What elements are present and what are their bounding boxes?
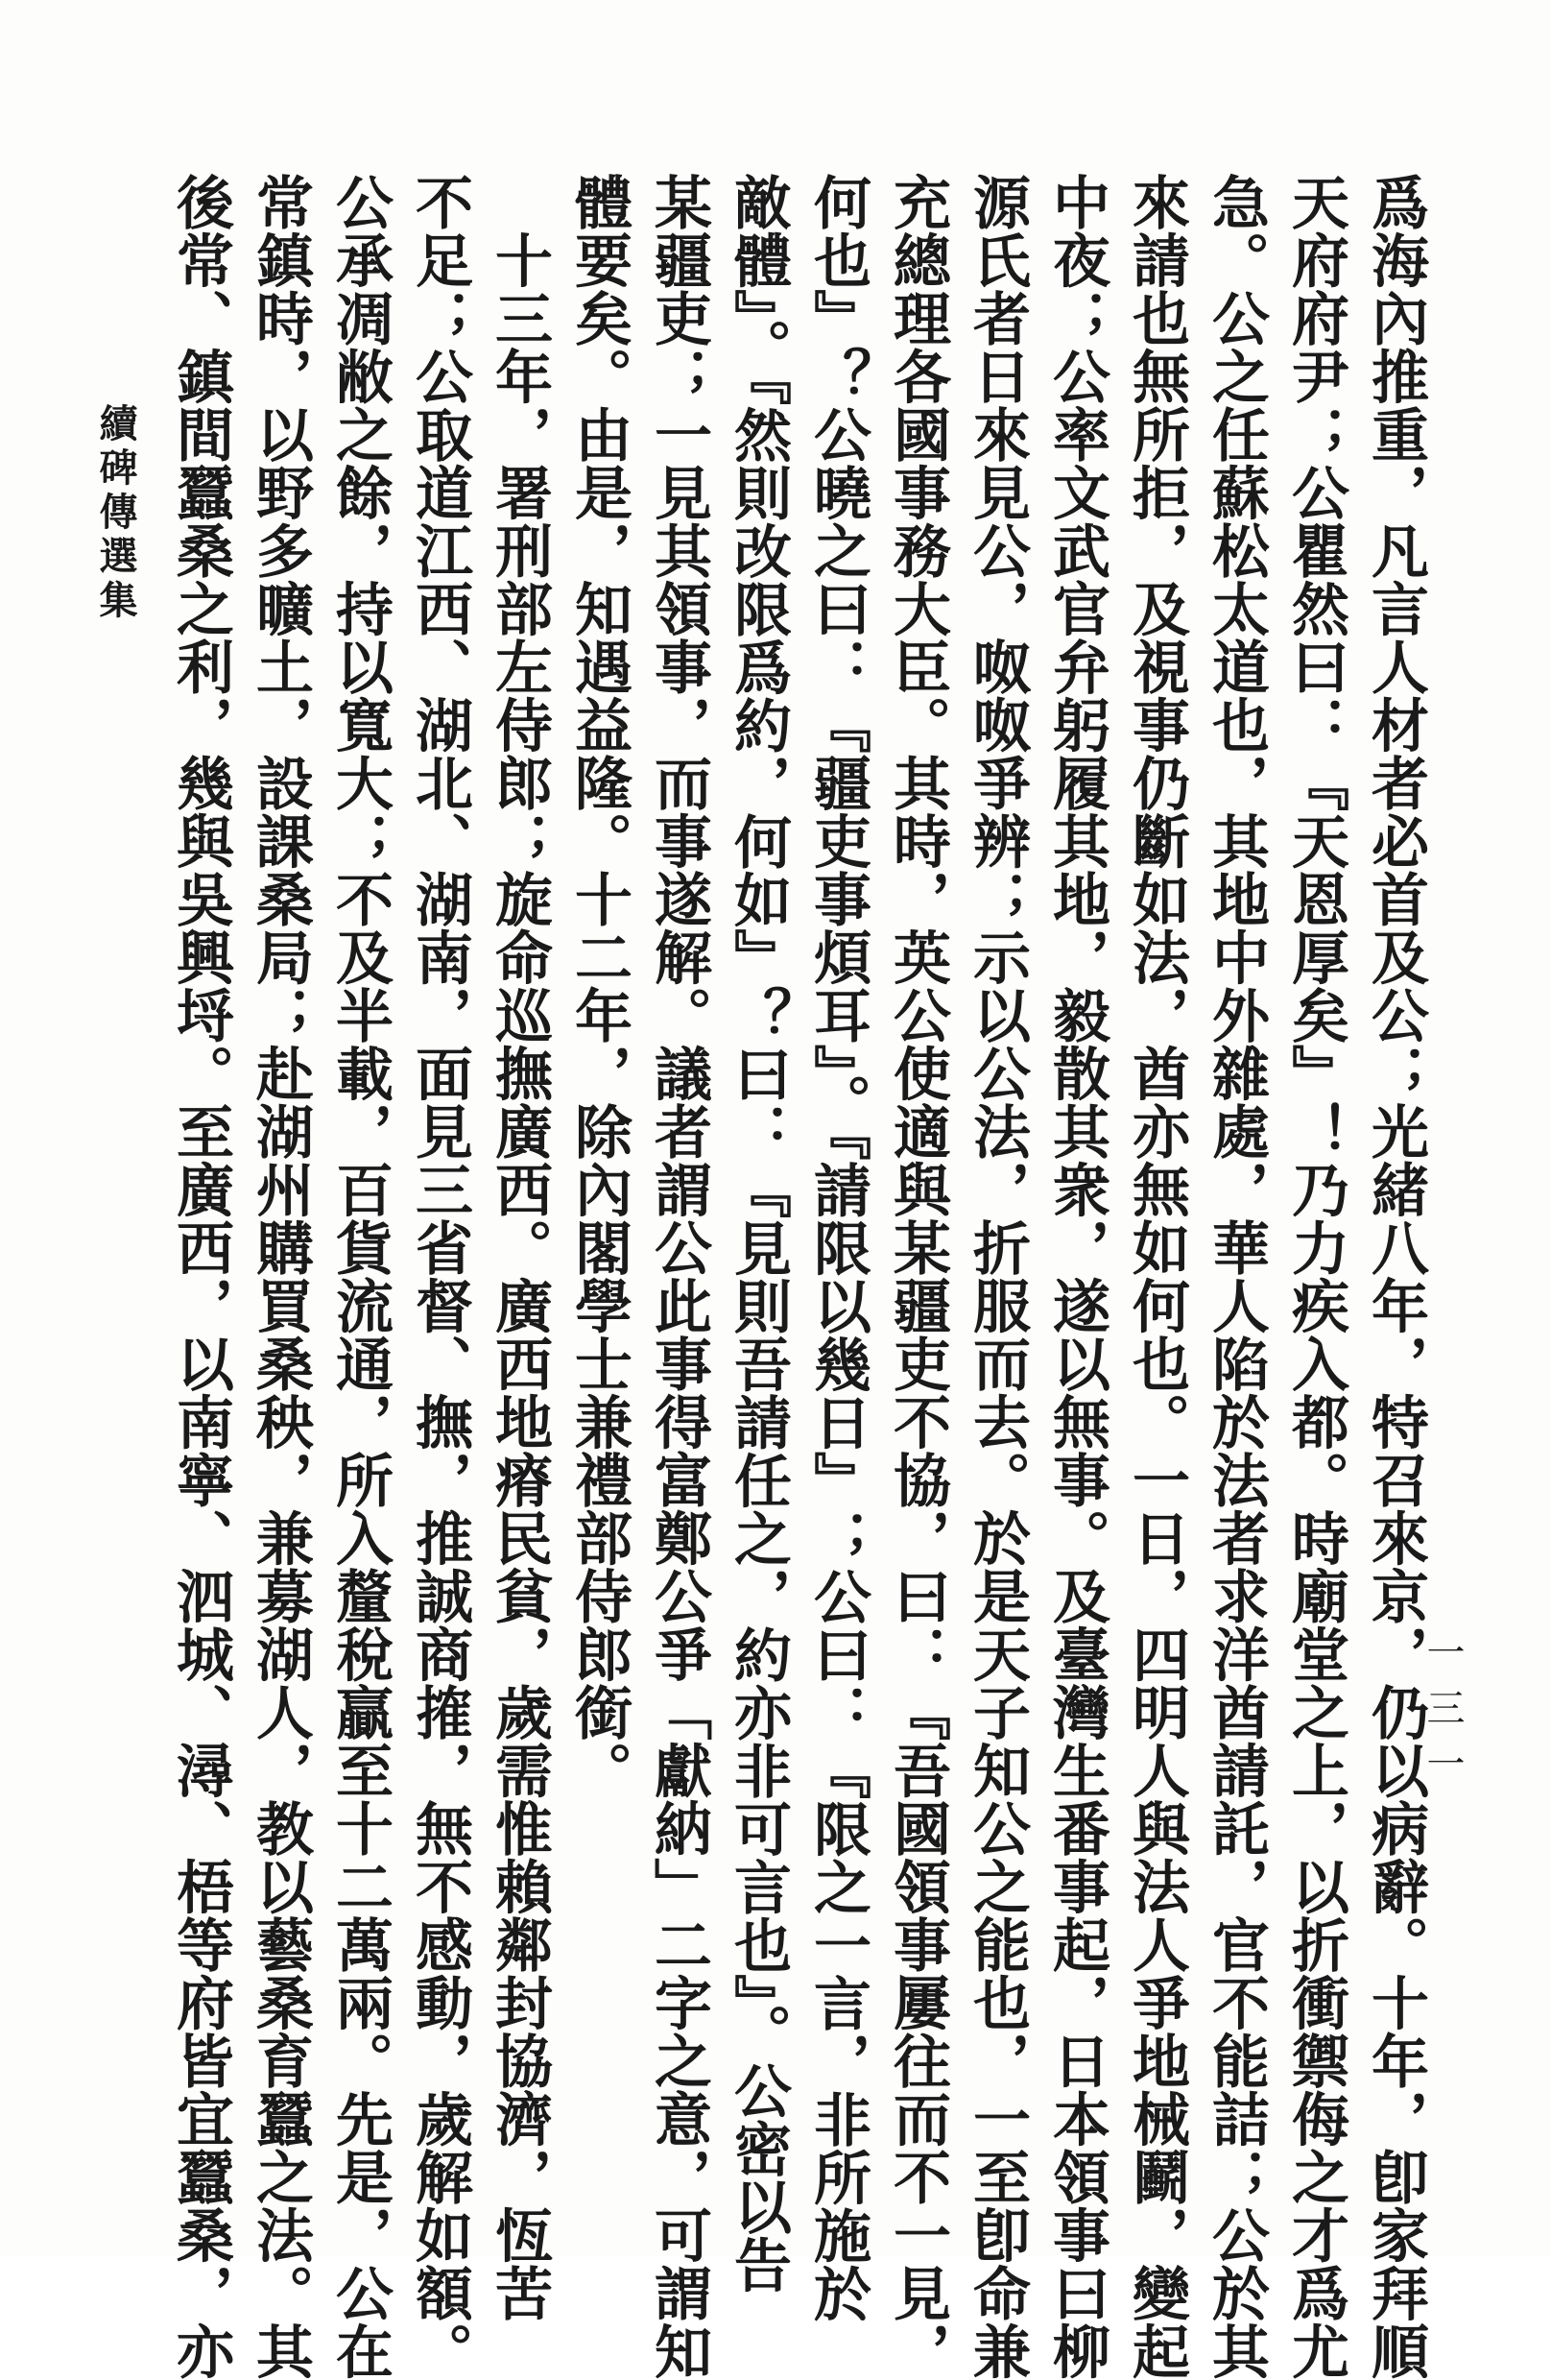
text-line: 公承凋敝之餘，持以寬大；不及半載，百貨流通，所入釐稅贏至十二萬兩。先是，公在	[326, 173, 394, 2380]
text-line: 急。公之任蘇松太道也，其地中外雜處，華人陷於法者求洋酋請託，官不能詰；公於其	[1203, 173, 1270, 2380]
page-number: 一三一	[1420, 1632, 1465, 1799]
running-header-title: 續碑傳選集	[93, 403, 137, 624]
text-line: 天府府尹；公瞿然曰：『天恩厚矣』！乃力疾入都。時廟堂之上，以折衝禦侮之才爲尤	[1282, 173, 1349, 2380]
text-line: 敵體』。『然則改限爲約，何如』？曰：『見則吾請任之，約亦非可言也』。公密以告	[725, 173, 792, 2294]
text-line: 後常、鎮間蠶桑之利，幾與吳興埒。至廣西，以南寧、泗城、潯、梧等府皆宜蠶桑，亦	[167, 173, 234, 2380]
text-line: 體要矣。由是，知遇益隆。十二年，除內閣學士兼禮部侍郎銜。	[565, 173, 632, 1799]
text-line: 源氏者日來見公，呶呶爭辨；示以公法，折服而去。於是天子知公之能也，一至卽命兼	[964, 173, 1031, 2380]
text-line: 某疆吏；一見其領事，而事遂解。議者謂公此事得富鄭公爭「獻納」二字之意，可謂知	[645, 173, 712, 2380]
body-text	[167, 173, 1435, 2380]
text-line: 充總理各國事務大臣。其時，英公使適與某疆吏不協，曰：『吾國領事屢往而不一見，	[884, 173, 951, 2380]
text-line: 中夜；公率文武官弁躬履其地，毅散其衆，遂以無事。及臺灣生番事起，日本領事曰柳	[1043, 173, 1110, 2380]
text-line: 不足；公取道江西、湖北、湖南，面見三省督、撫，推誠商搉，無不感動，歲解如額。	[406, 173, 473, 2380]
text-line: 何也』？公曉之曰：『疆吏事煩耳』。『請限以幾日』；公曰：『限之一言，非所施於	[804, 173, 871, 2322]
text-line: 來請也無所拒，及視事仍斷如法，酋亦無如何也。一日，四明人與法人爭地械鬬，變起	[1123, 173, 1190, 2380]
text-line: 爲海內推重，凡言人材者必首及公；光緒八年，特召來京，仍以病辭。十年，卽家拜順	[1362, 173, 1429, 2380]
text-line: 常鎮時，以野多曠土，設課桑局；赴湖州購買桑秧，兼募湖人，教以藝桑育蠶之法。其	[247, 173, 314, 2380]
text-line: 十三年，署刑部左侍郎；旋命巡撫廣西。廣西地瘠民貧，歲需惟賴鄰封協濟，恆苦	[486, 173, 553, 2322]
